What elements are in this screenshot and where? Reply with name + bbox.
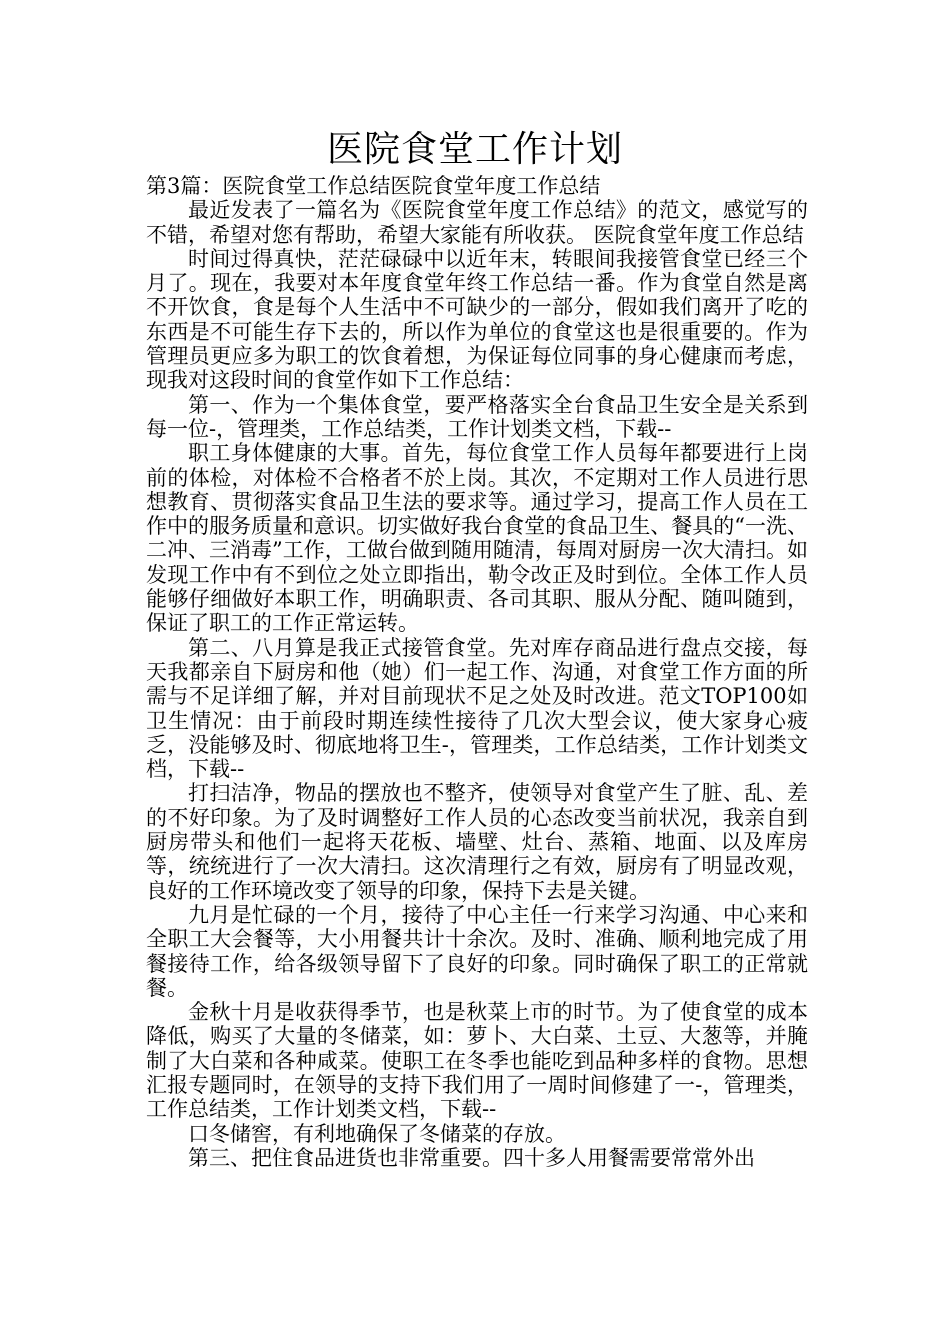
body-paragraph: 第一、作为一个集体食堂，要严格落实全台食品卫生安全是关系到每一位-，管理类，工作总结类，工作计划类文档，下载-- (146, 392, 808, 441)
body-paragraph: 第三、把住食品进货也非常重要。四十多人用餐需要常常外出 (188, 1145, 755, 1170)
body-paragraph: 第二、八月算是我正式接管食堂。先对库存商品进行盘点交接，每天我都亲自下厨房和他（她）们一起工作、沟通，对食堂工作方面的所需与不足详细了解，并对目前现状不足之处及时改进。范文TOP100如卫生情况：由于前段时期连续性接待了几次大型会议，使大家身心疲乏，没能够及时、彻底地将卫生-，管理类，工作总结类，工作计划类文档，下载-- (146, 635, 808, 782)
body-paragraph: 打扫洁净，物品的摆放也不整齐，使领导对食堂产生了脏、乱、差的不好印象。为了及时调整好工作人员的心态改变当前状况，我亲自到厨房带头和他们一起将天花板、墙壁、灶台、蒸箱、地面、以及库房等，统统进行了一次大清扫。这次清理行之有效，厨房有了明显改观，良好的工作环境改变了领导的印象，保持下去是关键。 (146, 781, 808, 903)
document-body (146, 174, 808, 1170)
body-paragraph: 时间过得真快，茫茫碌碌中以近年末，转眼间我接管食堂已经三个月了。现在，我要对本年度食堂年终工作总结一番。作为食堂自然是离不开饮食，食是每个人生活中不可缺少的一部分，假如我们离开了吃的东西是不可能生存下去的，所以作为单位的食堂这也是很重要的。作为管理员更应多为职工的饮食着想，为保证每位同事的身心健康而考虑，现我对这段时间的食堂作如下工作总结： (146, 246, 808, 393)
body-paragraph: 最近发表了一篇名为《医院食堂年度工作总结》的范文，感觉写的不错，希望对您有帮助，希望大家能有所收获。 医院食堂年度工作总结 (146, 198, 808, 247)
body-paragraph: 金秋十月是收获得季节，也是秋菜上市的时节。为了使食堂的成本降低，购买了大量的冬储菜，如：萝卜、大白菜、土豆、大葱等，并腌制了大白菜和各种咸菜。使职工在冬季也能吃到品种多样的食物。思想汇报专题同时，在领导的支持下我们用了一周时间修建了一-，管理类，工作总结类，工作计划类文档，下载-- (146, 1000, 808, 1122)
body-paragraph: 职工身体健康的大事。首先，每位食堂工作人员每年都要进行上岗前的体检，对体检不合格者不於上岗。其次，不定期对工作人员进行思想教育、贯彻落实食品卫生法的要求等。通过学习，提高工作人员在工作中的服务质量和意识。切实做好我台食堂的食品卫生、餐具的“一洗、二冲、三消毒”工作，工做台做到随用随清，每周对厨房一次大清扫。如发现工作中有不到位之处立即指出，勒令改正及时到位。全体工作人员能够仔细做好本职工作，明确职责、各司其职、服从分配、随叫随到，保证了职工的工作正常运转。 (146, 441, 808, 636)
body-paragraph: 第3篇：医院食堂工作总结医院食堂年度工作总结 (146, 174, 601, 198)
document-title: 医院食堂工作计划 (326, 129, 623, 170)
body-paragraph: 口冬储窖，有利地确保了冬储菜的存放。 (188, 1121, 566, 1146)
body-paragraph: 九月是忙碌的一个月，接待了中心主任一行来学习沟通、中心来和全职工大会餐等，大小用餐共计十余次。及时、准确、顺利地完成了用餐接待工作，给各级领导留下了良好的印象。同时确保了职工的正常就餐。 (146, 902, 808, 1000)
